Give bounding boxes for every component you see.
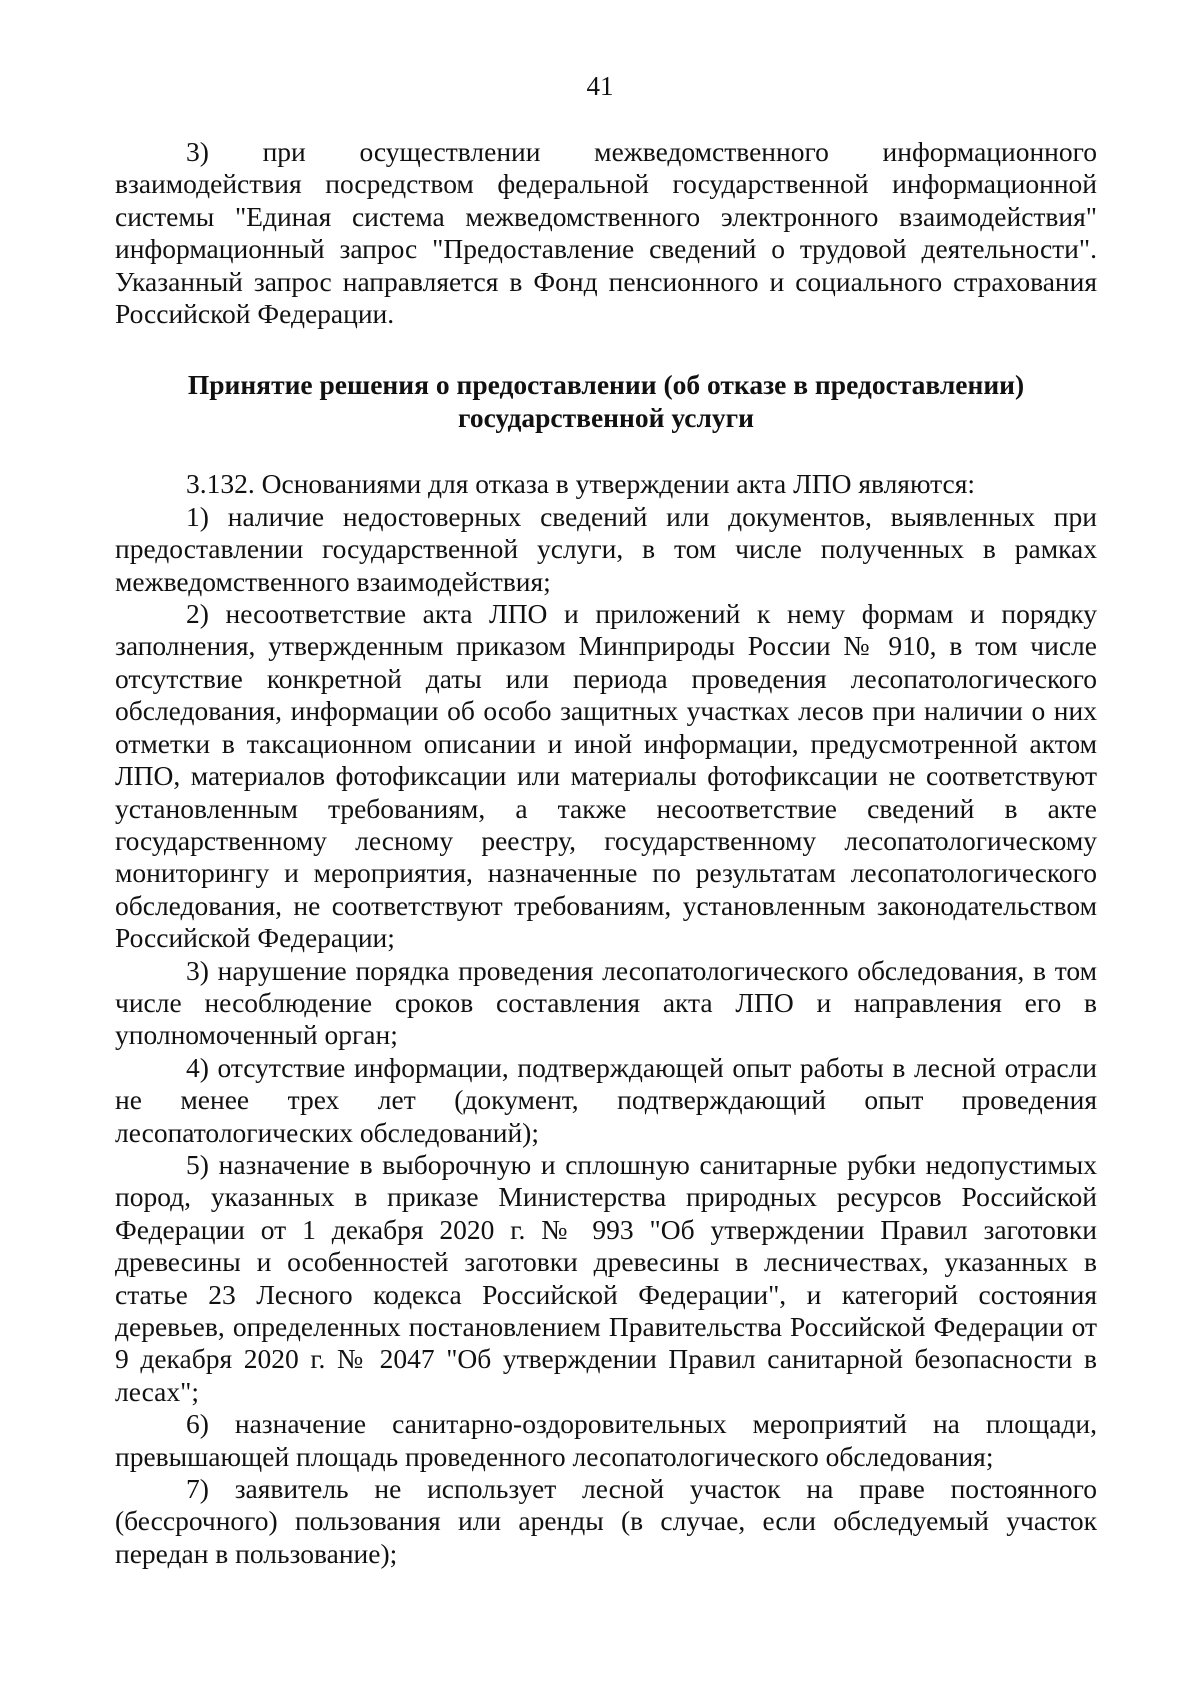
paragraph-3-132: 3.132. Основаниями для отказа в утверждении акта ЛПО являются: xyxy=(186,468,975,500)
section-heading xyxy=(115,368,1097,434)
section-heading-line-1: Принятие решения о предоставлении (об отказе в предоставлении) xyxy=(187,369,1025,401)
page-content xyxy=(115,136,1097,1570)
page-number: 41 xyxy=(586,71,614,101)
list-item-3: 3) нарушение порядка проведения лесопатологического обследования, в том числе несоблюдение сроков составления акта ЛПО и направления его в уполномоченный орган; xyxy=(115,954,1097,1051)
intro-paragraph: 3) при осуществлении межведомственного информационного взаимодействия посредством федеральной государственной информационной системы "Единая система межведомственного электронного взаимодействия" информационный запрос "Предоставление сведений о трудовой деятельности". Указанный запрос направляется в Фонд пенсионного и социального страхования Российской Федерации. xyxy=(115,136,1097,330)
list-item-2: 2) несоответствие акта ЛПО и приложений к нему формам и порядку заполнения, утвержденным приказом Минприроды России № 910, в том числе отсутствие конкретной даты или периода проведения лесопатологического обследования, информации об особо защитных участках лесов при наличии о них отметки в таксационном описании и иной информации, предусмотренной актом ЛПО, материалов фотофиксации или материалы фотофиксации не соответствуют установленным требованиям, а также несоответствие сведений в акте государственному лесному реестру, государственному лесопатологическому мониторингу и мероприятия, назначенные по результатам лесопатологического обследования, не соответствуют требованиям, установленным законодательством Российской Федерации; xyxy=(115,598,1097,954)
list-item-7: 7) заявитель не использует лесной участок на праве постоянного (бессрочного) пользования или аренды (в случае, если обследуемый участок передан в пользование); xyxy=(115,1473,1097,1569)
list-item-4: 4) отсутствие информации, подтверждающей опыт работы в лесной отрасли не менее трех лет (документ, подтверждающий опыт проведения лесопатологических обследований); xyxy=(115,1051,1097,1148)
section-heading-line-2: государственной услуги xyxy=(458,402,754,434)
list-item-5: 5) назначение в выборочную и сплошную санитарные рубки недопустимых пород, указанных в приказе Министерства природных ресурсов Российской Федерации от 1 декабря 2020 г. № 993 "Об утверждении Правил заготовки древесины и особенностей заготовки древесины в лесничествах, указанных в статье 23 Лесного кодекса Российской Федерации", и категорий состояния деревьев, определенных постановлением Правительства Российской Федерации от 9 декабря 2020 г. № 2047 "Об утверждении Правил санитарной безопасности в лесах"; xyxy=(115,1148,1097,1407)
list-item-6: 6) назначение санитарно-оздоровительных мероприятий на площади, превышающей площадь проведенного лесопатологического обследования; xyxy=(115,1408,1097,1472)
list-item-1: 1) наличие недостоверных сведений или документов, выявленных при предоставлении государственной услуги, в том числе полученных в рамках межведомственного взаимодействия; xyxy=(115,500,1097,597)
